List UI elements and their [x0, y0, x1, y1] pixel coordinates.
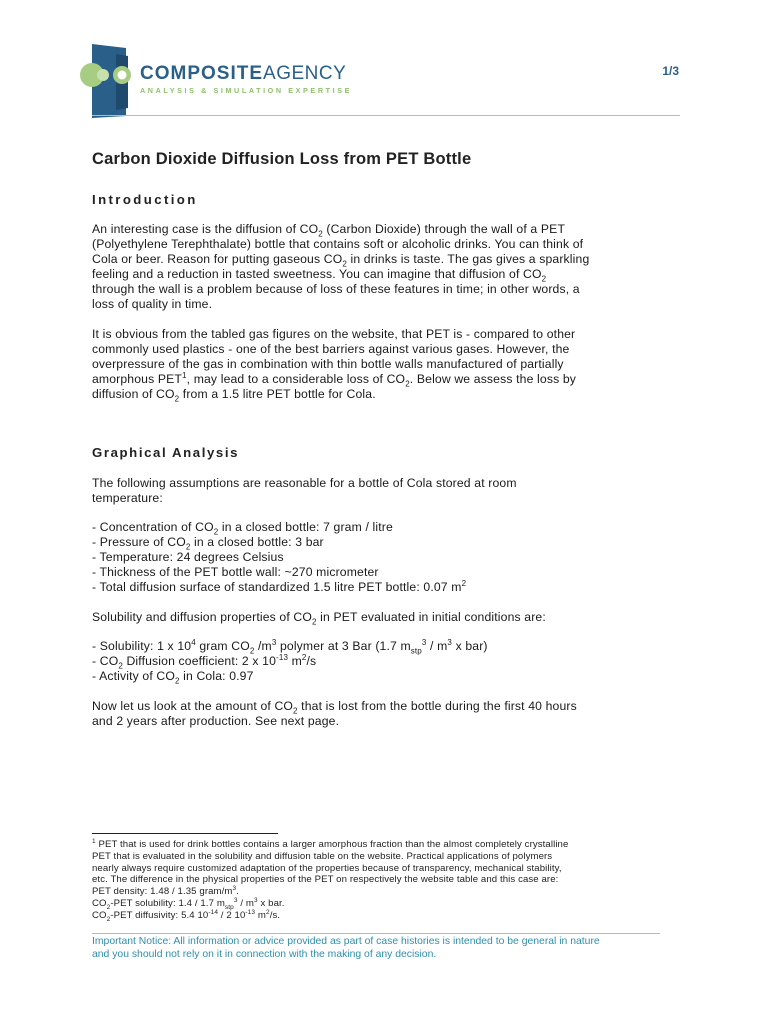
properties-list: [92, 639, 682, 684]
list-item: - Solubility: 1 x $10^4$ gram $CO_2$ $/m^3$ polymer at 3 Bar (1.7 $m_{stp}^3 / m^3$ x bar): [92, 637, 488, 656]
introduction-paragraph-1: An interesting case is the diffusion of $CO_2$ (Carbon Dioxide) through the wall of a PET (Polyethylene Terephthalate) bottle that contains soft or alcoholic drinks. You can think of Cola or beer. Reason for putting gaseous $CO_2$ in drinks is taste. The gas gives a sparkling feeling and a reduction in tasted sweetness. You can imagine that diffusion of $CO_2$ through the wall is a problem because of loss of these features in time; in other words, a loss of quality in time.: [92, 222, 590, 311]
logo-name: [140, 64, 352, 84]
footnote-marker: 1: [92, 837, 96, 845]
footnote-reference: 1: [182, 370, 187, 380]
introduction-paragraph-2: It is obvious from the tabled gas figures on the website, that PET is - compared to other commonly used plastics - one of the best barriers against various gases. However, the overpressure of the gas in combination with thin bottle walls manufactured of partially amorphous PET$^1$, may lead to a considerable loss of $CO_2$. Below we assess the loss by diffusion of $CO_2$ from a 1.5 litre PET bottle for Cola.: [92, 327, 577, 404]
document-body: [92, 150, 682, 729]
page-number: 1/3: [662, 64, 679, 78]
list-item: - $CO_2$ Diffusion coefficient: 2 x $10^{-13}$ $m^2/s$: [92, 652, 317, 671]
introduction-heading: Introduction: [92, 192, 198, 207]
notice-divider: [92, 933, 660, 934]
footnote-divider: [92, 833, 278, 834]
logo-name-bold: COMPOSITE: [140, 63, 264, 84]
list-item: - Total diffusion surface of standardized 1.5 litre PET bottle: 0.07 $m^2$: [92, 578, 467, 594]
assumptions-list: [92, 520, 682, 595]
list-item: - Activity of $CO_2$ in Cola: 0.97: [92, 669, 254, 686]
assumptions-intro: The following assumptions are reasonable for a bottle of Cola stored at room temperature:: [92, 476, 517, 505]
important-notice: Important Notice: All information or advice provided as part of case histories is intended to be general in nature and you should not rely on it in connection with the making of any decision.: [92, 936, 600, 960]
list-item: - Temperature: 24 degrees Celsius: [92, 550, 284, 564]
logo-wordmark: [140, 64, 352, 95]
header-divider: [92, 115, 680, 116]
list-item: - Thickness of the PET bottle wall: ~270 micrometer: [92, 565, 379, 579]
logo-tagline: ANALYSIS & SIMULATION EXPERTISE: [140, 86, 352, 95]
document-title: Carbon Dioxide Diffusion Loss from PET Bottle: [92, 150, 472, 168]
conclusion-paragraph: Now let us look at the amount of $CO_2$ that is lost from the bottle during the first 40 hours and 2 years after production. See next page.: [92, 699, 577, 728]
footnote: $^1$ PET that is used for drink bottles contains a larger amorphous fraction than the almost completely crystalline PET that is evaluated in the solubility and diffusion table on the website. Practical applications of polymers nearly always require customized adaptation of the properties because of transparency, mechanical stability, etc. The difference in the physical properties of the PET on respectively the website table and this case are: PET density: 1.48 / 1.35 gram/$m^3$. $CO_2$-PET solubility: 1.4 / 1.7 $m_{stp}^3 / m^3$ x bar. $CO_2$-PET diffusivity: 5.4 $10^{-14} / 2$ $10^{-13}$ $m^2/s$.: [92, 837, 569, 923]
list-item: - Concentration of $CO_2$ in a closed bottle: 7 gram / litre: [92, 520, 393, 537]
list-item: - Pressure of $CO_2$ in a closed bottle: 3 bar: [92, 535, 324, 552]
properties-intro: Solubility and diffusion properties of $CO_2$ in PET evaluated in initial conditions are:: [92, 610, 546, 627]
logo-name-light: AGENCY: [263, 63, 347, 84]
graphical-analysis-heading: Graphical Analysis: [92, 445, 240, 460]
